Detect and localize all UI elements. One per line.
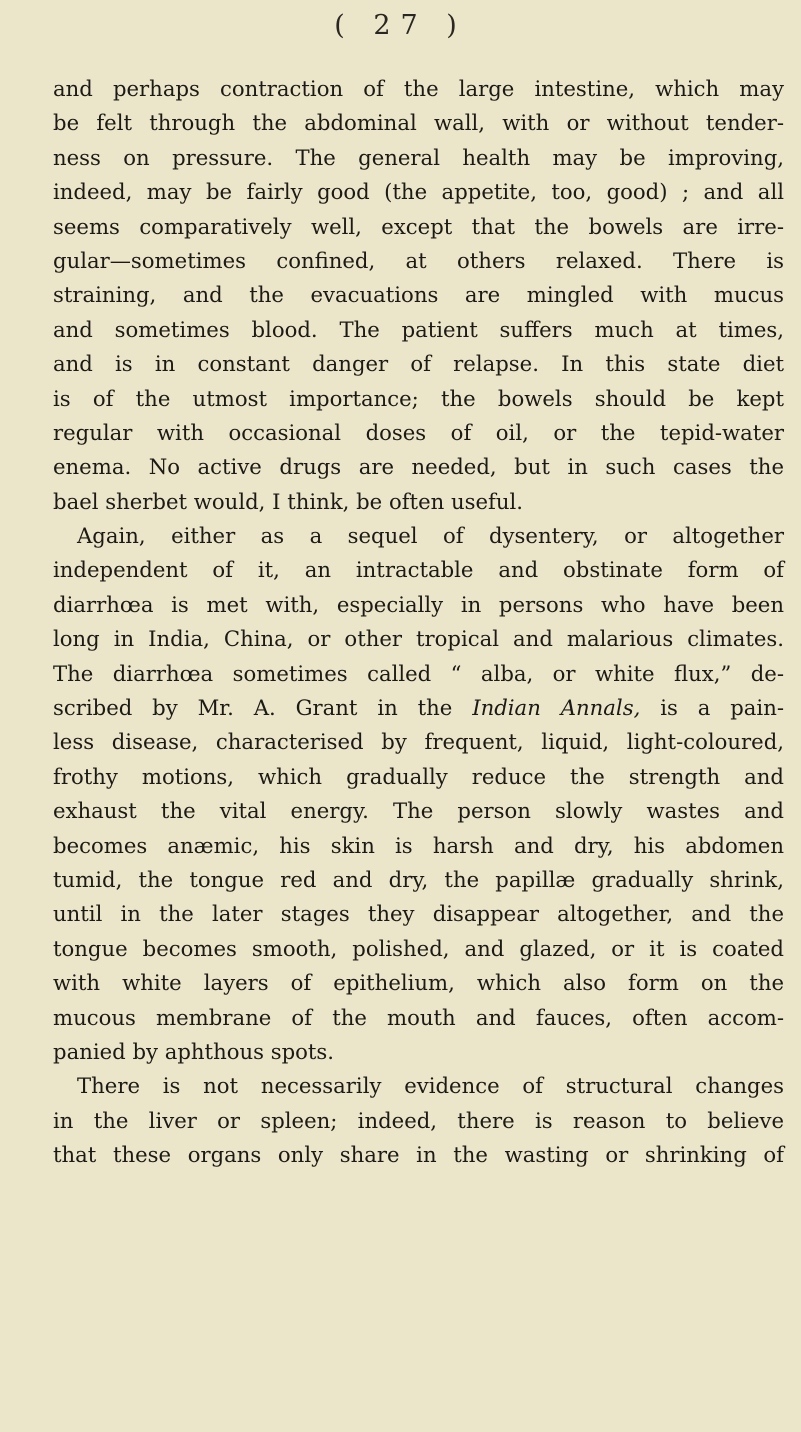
text-line: panied by aphthous spots. [53,1038,335,1064]
text-line: is of the utmost importance; the bowels should be kept [53,385,784,411]
text-line-with-italic [53,691,784,725]
text-line: indeed, may be fairly good (the appetite, too, good) ; and all [53,179,784,205]
text-line: Again, either as a sequel of dysentery, or altogether [77,523,784,549]
text-line: frothy motions, which gradually reduce the strength and [53,763,784,789]
text-line: straining, and the evacuations are mingled with mucus [53,282,784,308]
body-text [53,72,784,1173]
text-line: and sometimes blood. The patient suffers much at times, [53,316,784,342]
page-number: ( 27 ) [334,10,467,41]
text-line: exhaust the vital energy. The person slowly wastes and [53,798,784,824]
text-line: and perhaps contraction of the large intestine, which may [53,76,784,101]
paragraph-1 [53,72,784,519]
text-line: The diarrhœa sometimes called “ alba, or white flux,” de- [53,660,784,686]
text-line: that these organs only share in the wasting or shrinking of [53,1142,784,1168]
text-line: and is in constant danger of relapse. In this state diet [53,351,784,377]
text-line: regular with occasional doses of oil, or the tepid-water [53,419,784,445]
text-line: until in the later stages they disappear altogether, and the [53,901,784,927]
journal-title: Indian Annals, [472,695,641,721]
text-line: ness on pressure. The general health may be improving, [53,144,784,170]
text-line: with white layers of epithelium, which also form on the [53,970,784,996]
text-line: gular—sometimes confined, at others relaxed. There is [53,247,784,273]
text-line: enema. No active drugs are needed, but in such cases the [53,454,784,480]
text-line: be felt through the abdominal wall, with or without tender- [53,110,784,136]
text-line: There is not necessarily evidence of structural changes [77,1073,784,1099]
text-line: diarrhœa is met with, especially in persons who have been [53,591,784,617]
text-line: in the liver or spleen; indeed, there is reason to believe [53,1107,784,1133]
text-line: becomes anæmic, his skin is harsh and dry, his abdomen [53,832,784,858]
text-line: bael sherbet would, I think, be often useful. [53,488,524,514]
line-text-before: scribed by Mr. A. Grant in the [53,695,473,721]
text-line: tongue becomes smooth, polished, and glazed, or it is coated [53,935,784,961]
text-line: independent of it, an intractable and obstinate form of [53,557,784,583]
text-line: tumid, the tongue red and dry, the papillæ gradually shrink, [53,866,784,892]
text-line: seems comparatively well, except that the bowels are irre- [53,213,784,239]
line-text-after: is a pain- [640,695,785,721]
text-line: long in India, China, or other tropical and malarious climates. [53,626,784,652]
text-line: mucous membrane of the mouth and fauces, often accom- [53,1004,784,1030]
text-line: less disease, characterised by frequent, liquid, light-coloured, [53,729,784,755]
paragraph-3 [53,1069,784,1172]
paragraph-2 [53,519,784,1069]
